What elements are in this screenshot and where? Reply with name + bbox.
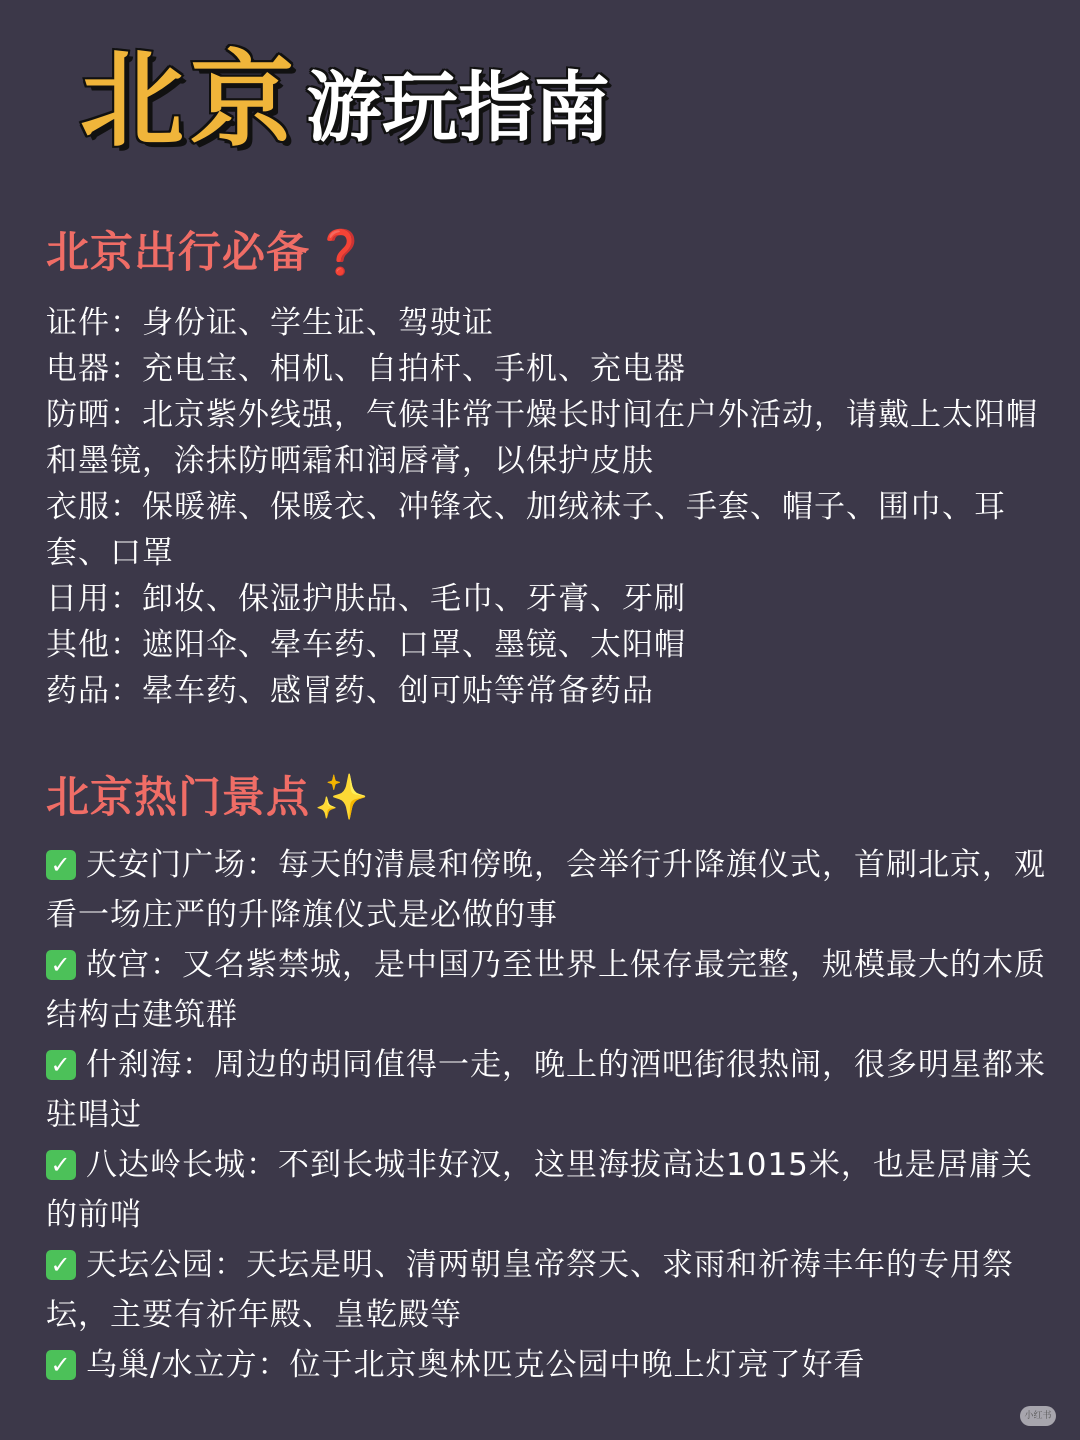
check-icon: ✓ [46, 850, 76, 880]
list-item: 衣服：保暖裤、保暖衣、冲锋衣、加绒袜子、手套、帽子、围巾、耳套、口罩 [46, 489, 1006, 571]
list-item [46, 1340, 1046, 1390]
question-icon: ❓ [314, 228, 369, 278]
check-icon: ✓ [46, 950, 76, 980]
list-item: 电器：充电宝、相机、自拍杆、手机、充电器 [46, 351, 686, 387]
check-icon: ✓ [46, 1250, 76, 1280]
check-icon: ✓ [46, 1150, 76, 1180]
list-item-text: 故宫：又名紫禁城，是中国乃至世界上保存最完整，规模最大的木质结构古建筑群 [46, 947, 1046, 1033]
attractions-list [46, 840, 1046, 1390]
section-heading-attractions [46, 772, 370, 823]
check-icon: ✓ [46, 1050, 76, 1080]
essentials-list [46, 300, 1046, 714]
list-item [46, 1040, 1046, 1140]
list-item: 证件：身份证、学生证、驾驶证 [46, 305, 494, 341]
list-item: 防晒：北京紫外线强，气候非常干燥长时间在户外活动，请戴上太阳帽和墨镜，涂抹防晒霜和润唇膏，以保护皮肤 [46, 397, 1038, 479]
list-item-text: 天坛公园：天坛是明、清两朝皇帝祭天、求雨和祈祷丰年的专用祭坛，主要有祈年殿、皇乾殿等 [46, 1247, 1014, 1333]
watermark-logo: 小红书 [1020, 1406, 1056, 1426]
list-item-text: 天安门广场：每天的清晨和傍晚，会举行升降旗仪式，首刷北京，观看一场庄严的升降旗仪式是必做的事 [46, 847, 1046, 933]
list-item [46, 940, 1046, 1040]
list-item-text: 乌巢/水立方：位于北京奥林匹克公园中晚上灯亮了好看 [86, 1347, 866, 1383]
section-heading-label: 北京热门景点 [46, 773, 310, 823]
list-item: 药品：晕车药、感冒药、创可贴等常备药品 [46, 673, 654, 709]
check-icon: ✓ [46, 1350, 76, 1380]
list-item [46, 1240, 1046, 1340]
sparkles-icon: ✨ [314, 772, 370, 823]
page-title [80, 39, 611, 161]
list-item: 日用：卸妆、保湿护肤品、毛巾、牙膏、牙刷 [46, 581, 686, 617]
list-item [46, 840, 1046, 940]
title-city: 北京 [80, 39, 301, 161]
list-item-text: 八达岭长城：不到长城非好汉，这里海拔高达1015米，也是居庸关的前哨 [46, 1147, 1033, 1233]
section-heading-essentials [46, 228, 369, 278]
list-item-text: 什刹海：周边的胡同值得一走，晚上的酒吧街很热闹，很多明星都来驻唱过 [46, 1047, 1046, 1133]
title-subtitle: 游玩指南 [306, 63, 611, 152]
list-item [46, 1140, 1046, 1240]
section-heading-label: 北京出行必备 [46, 228, 310, 278]
list-item: 其他：遮阳伞、晕车药、口罩、墨镜、太阳帽 [46, 627, 686, 663]
